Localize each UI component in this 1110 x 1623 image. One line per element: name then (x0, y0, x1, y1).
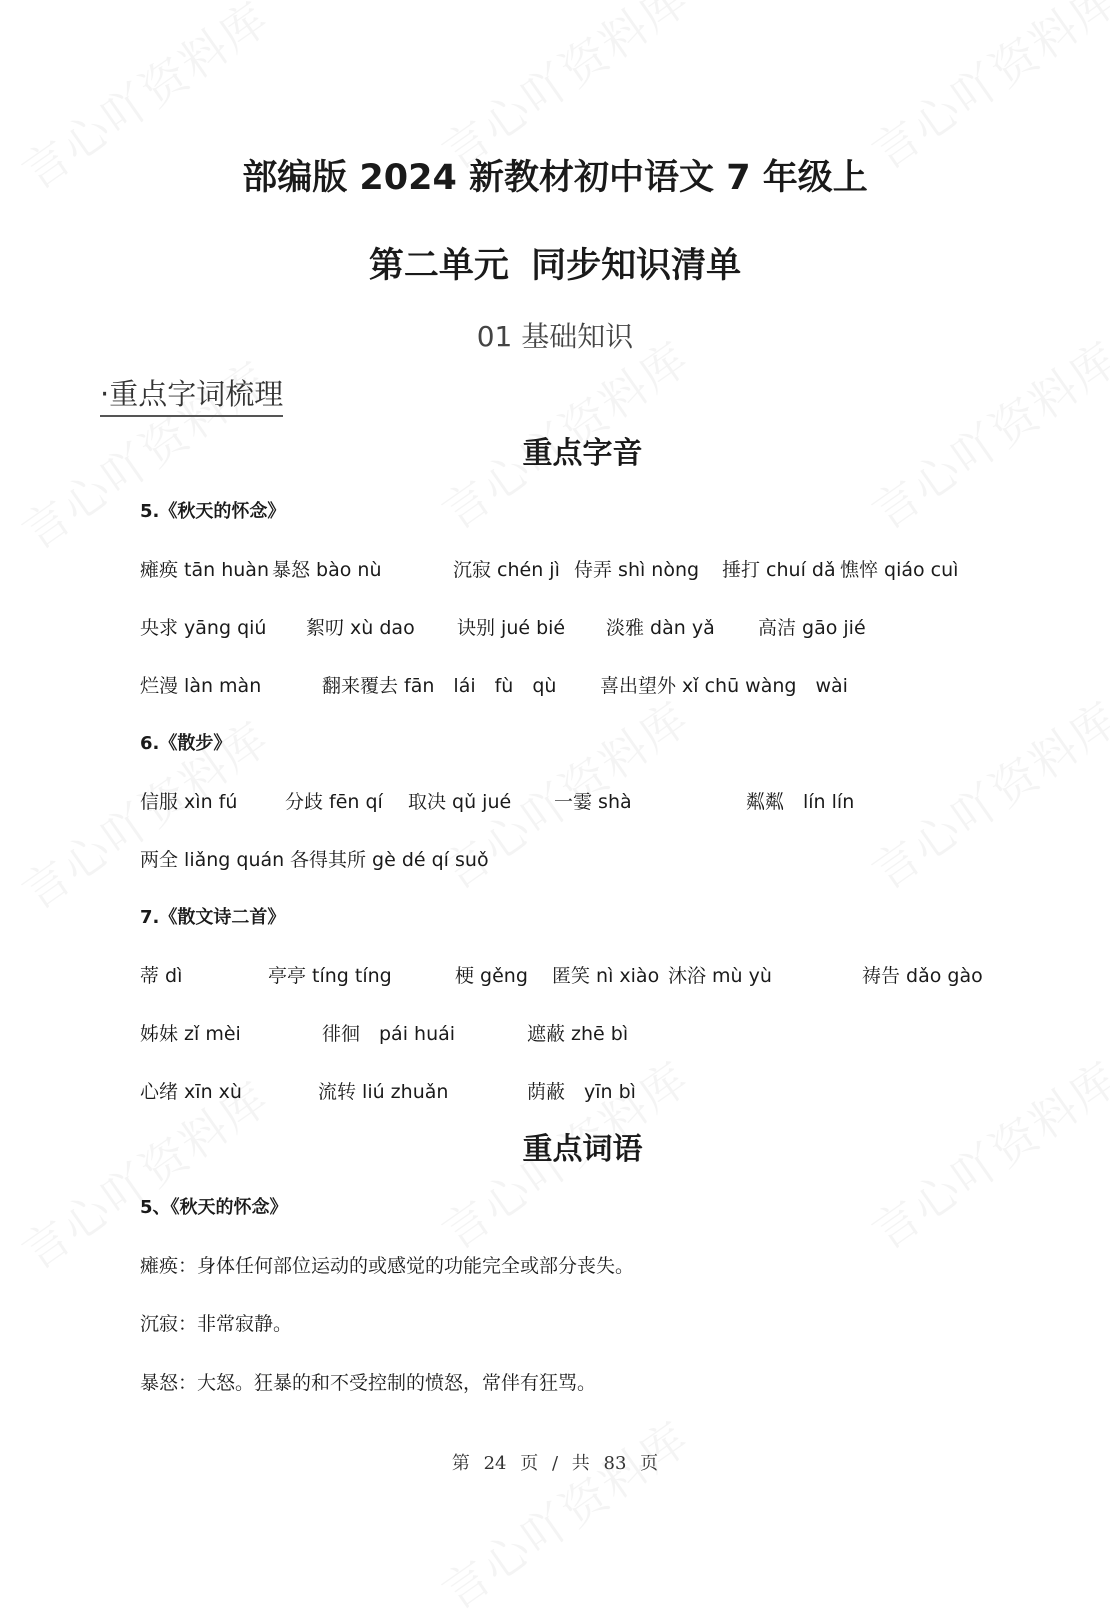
word-pinyin: 徘徊 pái huái (322, 1023, 456, 1045)
word-pinyin: 梗 gěng (455, 965, 528, 987)
word-pinyin: 暴怒 bào nù (272, 559, 382, 581)
document-subtitle: 第二单元 同步知识清单 (368, 246, 742, 286)
part-title: 01 基础知识 (476, 320, 634, 353)
pronunciation-row (0, 555, 1110, 585)
word-pinyin: 匿笑 nì xiào (552, 965, 660, 987)
word-pinyin: 翻来覆去 fān lái fù qù (322, 675, 557, 697)
footer-total-prefix: 共 (571, 1453, 590, 1474)
word-pinyin: 沉寂 chén jì (453, 559, 560, 581)
word-pinyin: 两全 liǎng quán (140, 849, 285, 871)
word-pinyin: 分歧 fēn qí (285, 791, 383, 813)
total-page-count: 83 (603, 1453, 627, 1474)
footer-page-label: 页 (520, 1453, 539, 1474)
footer-total-suffix: 页 (640, 1453, 659, 1474)
pronunciation-row (0, 787, 1110, 817)
pronunciation-row (0, 845, 1110, 875)
vocabulary-heading: 重点词语 (522, 1132, 643, 1167)
word-pinyin: 央求 yāng qiú (140, 617, 267, 639)
word-pinyin: 沐浴 mù yù (668, 965, 772, 987)
pronunciation-row (0, 613, 1110, 643)
pronunciation-row (0, 1077, 1110, 1107)
word-pinyin: 诀别 jué bié (457, 617, 566, 639)
pronunciation-row (0, 961, 1110, 991)
word-pinyin: 蒂 dì (140, 965, 183, 987)
word-pinyin: 淡雅 dàn yǎ (606, 617, 715, 639)
word-pinyin: 高洁 gāo jié (758, 617, 866, 639)
footer-separator: / (551, 1453, 559, 1474)
word-pinyin: 取决 qǔ jué (408, 791, 512, 813)
current-page-number: 24 (483, 1453, 507, 1474)
word-pinyin: 絮叨 xù dao (306, 617, 415, 639)
lesson-title: 6.《散步》 (140, 733, 232, 754)
pronunciation-row (0, 671, 1110, 701)
word-pinyin: 烂漫 làn màn (140, 675, 262, 697)
lesson-title: 7.《散文诗二首》 (140, 907, 286, 928)
word-pinyin: 各得其所 gè dé qí suǒ (290, 849, 489, 871)
word-pinyin: 喜出望外 xǐ chū wàng wài (600, 675, 848, 697)
word-pinyin: 荫蔽 yīn bì (527, 1081, 636, 1103)
lesson-title: 5.《秋天的怀念》 (140, 501, 286, 522)
word-pinyin: 心绪 xīn xù (140, 1081, 242, 1103)
pronunciation-row (0, 1019, 1110, 1049)
document-title: 部编版 2024 新教材初中语文 7 年级上 (242, 158, 868, 198)
footer-prefix: 第 (451, 1453, 470, 1474)
word-pinyin: 祷告 dǎo gào (862, 965, 983, 987)
section-title: ·重点字词梳理 (100, 374, 283, 417)
word-pinyin: 粼粼 lín lín (746, 791, 855, 813)
word-pinyin: 亭亭 tíng tíng (268, 965, 392, 987)
word-pinyin: 遮蔽 zhē bì (527, 1023, 629, 1045)
word-pinyin: 姊妹 zǐ mèi (140, 1023, 241, 1045)
word-pinyin: 流转 liú zhuǎn (318, 1081, 449, 1103)
word-pinyin: 一霎 shà (554, 791, 632, 813)
definition: 沉寂：非常寂静。 (140, 1313, 293, 1335)
watermark (427, 1403, 701, 1622)
lesson-title: 5、《秋天的怀念》 (140, 1197, 288, 1218)
definition: 瘫痪：身体任何部位运动的或感觉的功能完全或部分丧失。 (140, 1255, 635, 1277)
word-pinyin: 憔悴 qiáo cuì (840, 559, 959, 581)
word-pinyin: 信服 xìn fú (140, 791, 238, 813)
page-footer (0, 1450, 1110, 1478)
word-pinyin: 捶打 chuí dǎ (722, 559, 836, 581)
pronunciation-heading: 重点字音 (522, 436, 643, 471)
word-pinyin: 侍弄 shì nòng (574, 559, 700, 581)
word-pinyin: 瘫痪 tān huàn (140, 559, 269, 581)
definition: 暴怒：大怒。狂暴的和不受控制的愤怒，常伴有狂骂。 (140, 1372, 597, 1394)
